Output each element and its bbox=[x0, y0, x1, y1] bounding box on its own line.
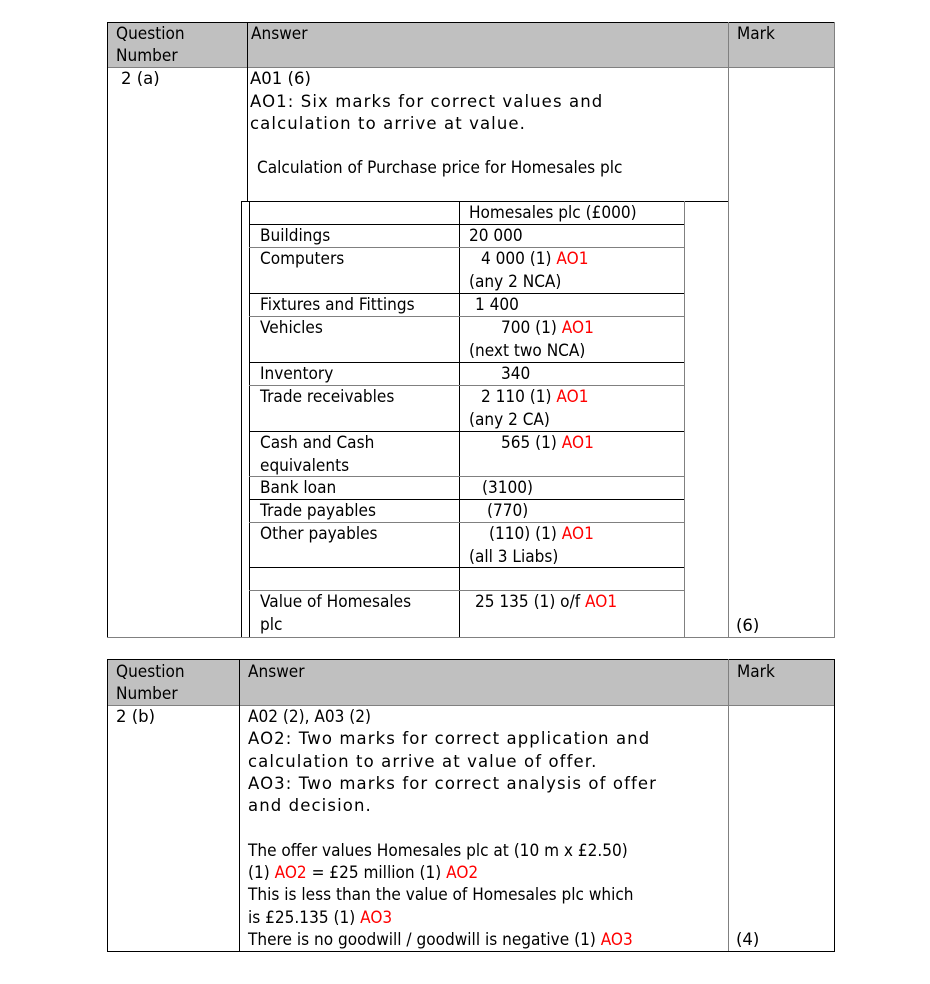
divider bbox=[728, 659, 729, 951]
question-number: 2 (b) bbox=[116, 707, 156, 726]
calc-row-value bbox=[501, 432, 594, 455]
text-segment: (any 2 NCA) bbox=[469, 271, 562, 291]
calc-row-value bbox=[501, 363, 530, 386]
divider bbox=[239, 659, 240, 951]
divider bbox=[249, 201, 250, 637]
text-segment: calculation to arrive at value of offer. bbox=[248, 751, 598, 771]
text-segment: The offer values Homesales plc at (10 m x £2.50) bbox=[248, 840, 628, 860]
assessment-objective-tag: AO1 bbox=[585, 592, 618, 611]
divider bbox=[107, 637, 835, 638]
assessment-objective-tag: AO2 bbox=[446, 863, 479, 883]
calc-row-value bbox=[475, 294, 519, 317]
answer-intro-line bbox=[250, 68, 311, 91]
calc-row-label: Trade receivables bbox=[260, 387, 395, 406]
calc-row-value bbox=[481, 248, 589, 271]
calc-row-label: Bank loan bbox=[260, 478, 337, 497]
header-question-number: Number bbox=[116, 46, 178, 65]
calc-column-header: Homesales plc (£000) bbox=[469, 203, 637, 222]
calc-row-value bbox=[489, 523, 594, 546]
assessment-objective-tag: AO1 bbox=[561, 524, 594, 543]
divider bbox=[728, 22, 729, 637]
text-segment: There is no goodwill / goodwill is negative (1) bbox=[248, 930, 601, 949]
answer-line bbox=[248, 751, 597, 774]
assessment-objective-tag: AO1 bbox=[561, 433, 594, 452]
header-mark: Mark bbox=[737, 24, 775, 43]
header-answer: Answer bbox=[248, 662, 305, 681]
answer-line bbox=[248, 929, 633, 952]
divider bbox=[107, 705, 835, 706]
divider bbox=[834, 22, 835, 638]
calc-row-value bbox=[469, 225, 523, 248]
divider bbox=[459, 201, 460, 637]
text-segment: (all 3 Liabs) bbox=[469, 546, 559, 566]
assessment-objective-tag: AO1 bbox=[556, 249, 589, 268]
mark-total: (6) bbox=[736, 616, 760, 635]
assessment-objective-tag: AO1 bbox=[556, 387, 589, 406]
text-segment: 25 135 (1) o/f bbox=[475, 592, 586, 611]
text-segment: 1 400 bbox=[475, 295, 519, 314]
text-segment: (any 2 CA) bbox=[469, 409, 550, 429]
calc-row-label: equivalents bbox=[260, 455, 350, 475]
text-segment: A02 (2), A03 (2) bbox=[248, 707, 372, 726]
calc-row-value bbox=[481, 386, 589, 409]
divider bbox=[107, 22, 835, 23]
calc-row-value bbox=[469, 546, 558, 569]
calc-row-value bbox=[487, 500, 528, 523]
header-question-number: Number bbox=[116, 684, 178, 703]
table-header-row bbox=[107, 22, 834, 67]
text-segment: AO2: Two marks for correct application and bbox=[248, 729, 651, 749]
calc-row-value bbox=[475, 591, 617, 614]
text-segment: and decision. bbox=[248, 796, 372, 816]
text-segment: (110) (1) bbox=[489, 524, 562, 543]
answer-line bbox=[248, 884, 634, 907]
text-segment: calculation to arrive at value. bbox=[250, 114, 527, 133]
assessment-objective-tag: AO2 bbox=[274, 863, 307, 883]
header-mark: Mark bbox=[737, 662, 775, 681]
divider bbox=[107, 659, 835, 660]
answer-line bbox=[248, 862, 478, 885]
calc-row-label: Buildings bbox=[260, 226, 331, 245]
text-segment: (next two NCA) bbox=[469, 340, 586, 360]
calc-row-label: Cash and Cash bbox=[260, 433, 375, 452]
answer-line bbox=[248, 728, 650, 751]
calc-row-value bbox=[482, 477, 533, 500]
calc-row-value bbox=[501, 317, 594, 340]
calc-row-label: Computers bbox=[260, 249, 345, 268]
text-segment: is £25.135 (1) bbox=[248, 907, 361, 927]
text-segment: A01 (6) bbox=[250, 69, 311, 88]
divider bbox=[834, 659, 835, 952]
answer-line bbox=[248, 907, 392, 930]
calc-row-value bbox=[469, 271, 561, 294]
text-segment: 20 000 bbox=[469, 226, 523, 245]
header-question-number: Question bbox=[116, 662, 185, 681]
calc-row-value bbox=[469, 340, 585, 363]
calc-row-label: Value of Homesales bbox=[260, 592, 412, 611]
header-answer: Answer bbox=[251, 24, 308, 43]
divider bbox=[107, 659, 108, 951]
assessment-objective-tag: AO3 bbox=[600, 930, 633, 949]
calc-row-label: Inventory bbox=[260, 364, 334, 383]
calc-row-value bbox=[469, 409, 550, 432]
assessment-objective-tag: AO3 bbox=[360, 907, 393, 927]
answer-intro-line bbox=[250, 113, 526, 136]
calc-row-label: Fixtures and Fittings bbox=[260, 295, 415, 314]
text-segment: 4 000 (1) bbox=[481, 249, 557, 268]
calc-row-label: Vehicles bbox=[260, 318, 323, 337]
calc-row-label: plc bbox=[260, 614, 283, 634]
question-number: 2 (a) bbox=[121, 69, 160, 88]
text-segment: (3100) bbox=[482, 478, 534, 497]
divider bbox=[107, 22, 108, 637]
text-segment: 565 (1) bbox=[501, 433, 562, 452]
assessment-objective-tag: AO1 bbox=[561, 318, 594, 337]
calc-row-label: Trade payables bbox=[260, 501, 376, 520]
divider bbox=[107, 67, 835, 68]
answer-intro-line bbox=[250, 91, 603, 114]
text-segment: AO1: Six marks for correct values and bbox=[250, 91, 604, 111]
divider bbox=[249, 567, 684, 568]
answer-line bbox=[248, 773, 657, 796]
divider bbox=[241, 201, 242, 637]
text-segment: 700 (1) bbox=[501, 318, 562, 337]
answer-line bbox=[248, 840, 628, 863]
divider bbox=[684, 201, 685, 637]
calc-title: Calculation of Purchase price for Homesales plc bbox=[257, 158, 623, 177]
text-segment: = £25 million (1) bbox=[306, 863, 447, 883]
answer-line bbox=[248, 795, 372, 818]
answer-line bbox=[248, 706, 371, 729]
calc-row-label: Other payables bbox=[260, 524, 378, 543]
text-segment: 340 bbox=[501, 364, 531, 383]
mark-total: (4) bbox=[736, 930, 760, 949]
header-question-number: Question bbox=[116, 24, 185, 43]
text-segment: 2 110 (1) bbox=[481, 387, 557, 406]
divider bbox=[247, 22, 248, 201]
table-header-row bbox=[107, 659, 834, 705]
text-segment: (770) bbox=[487, 501, 529, 520]
text-segment: This is less than the value of Homesales plc which bbox=[248, 885, 634, 905]
text-segment: (1) bbox=[248, 863, 275, 883]
text-segment: AO3: Two marks for correct analysis of offer bbox=[248, 773, 658, 793]
